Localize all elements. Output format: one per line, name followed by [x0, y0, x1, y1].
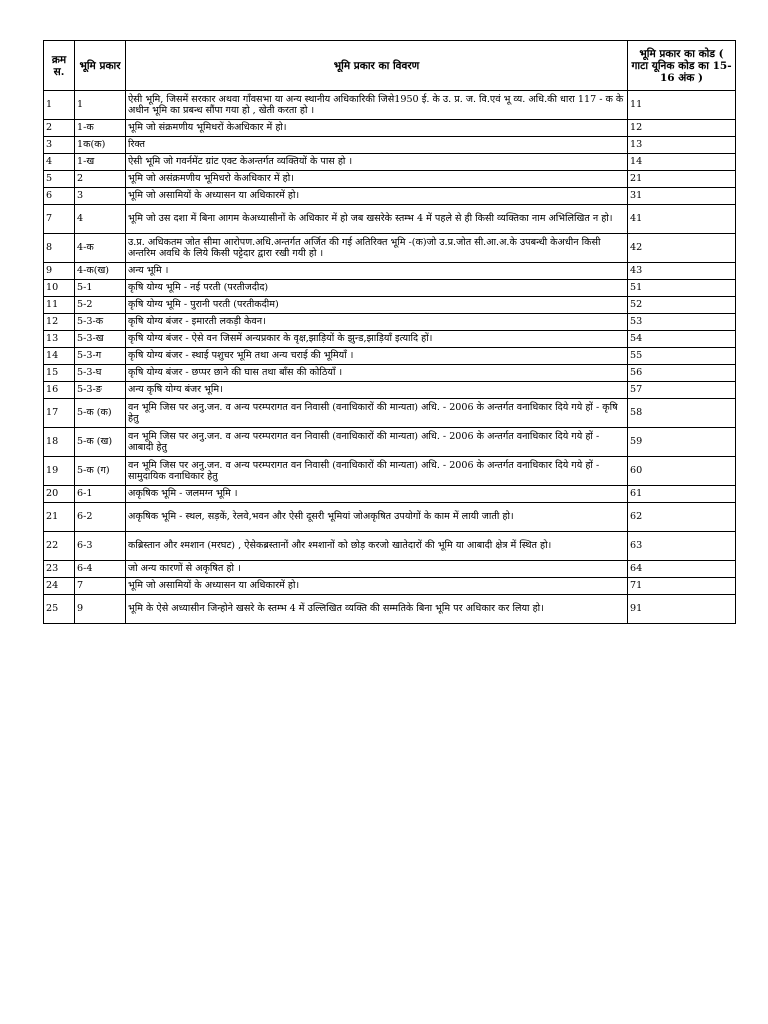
description-cell: कृषि योग्य भूमि - नई परती (परतीजदीद) — [126, 280, 628, 297]
table-row — [44, 382, 736, 399]
table-row — [44, 137, 736, 154]
code-cell: 71 — [628, 578, 736, 595]
description-cell: अन्य कृषि योग्य बंजर भूमि। — [126, 382, 628, 399]
description-cell: भूमि जो उस दशा में बिना आगम केअध्यासीनों के अधिकार में हो जब खसरेके स्तम्भ 4 में पहले से ही किसी व्यक्तिका नाम अभिलिखित न हो। — [126, 205, 628, 234]
serial-cell: 11 — [44, 297, 75, 314]
table-row — [44, 280, 736, 297]
land-type-cell: 4-क — [75, 234, 126, 263]
table-row — [44, 486, 736, 503]
code-cell: 56 — [628, 365, 736, 382]
table-row — [44, 331, 736, 348]
code-cell: 62 — [628, 503, 736, 532]
serial-cell: 20 — [44, 486, 75, 503]
table-row — [44, 205, 736, 234]
land-type-cell: 1-ख — [75, 154, 126, 171]
table-row — [44, 234, 736, 263]
land-type-cell: 5-क (क) — [75, 399, 126, 428]
serial-cell: 12 — [44, 314, 75, 331]
code-cell: 12 — [628, 120, 736, 137]
serial-cell: 23 — [44, 561, 75, 578]
code-cell: 21 — [628, 171, 736, 188]
table-header-row — [44, 41, 736, 91]
serial-cell: 21 — [44, 503, 75, 532]
description-cell: भूमि जो संक्रमणीय भूमिधरों केअधिकार में हो। — [126, 120, 628, 137]
serial-cell: 3 — [44, 137, 75, 154]
code-cell: 64 — [628, 561, 736, 578]
table-row — [44, 457, 736, 486]
code-cell: 54 — [628, 331, 736, 348]
serial-cell: 2 — [44, 120, 75, 137]
land-type-cell: 2 — [75, 171, 126, 188]
serial-cell: 16 — [44, 382, 75, 399]
code-cell: 60 — [628, 457, 736, 486]
land-type-cell: 5-3-क — [75, 314, 126, 331]
description-cell: ऐसी भूमि, जिसमें सरकार अथवा गाँवसभा या अन्य स्थानीय अधिकारिकी जिसे1950 ई. के उ. प्र. ज. वि.एवं भू व्य. अधि.की धारा 117 - क के अधीन भूमि का प्रबन्ध सौंपा गया हो , खेती करता हो । — [126, 91, 628, 120]
table-row — [44, 561, 736, 578]
description-cell: रिक्त — [126, 137, 628, 154]
code-cell: 13 — [628, 137, 736, 154]
description-cell: भूमि जो असंक्रमणीय भूमिधरो केअधिकार में हो। — [126, 171, 628, 188]
description-cell: अकृषिक भूमि - जलमग्न भूमि । — [126, 486, 628, 503]
header-serial: क्रम स. — [44, 41, 75, 91]
serial-cell: 24 — [44, 578, 75, 595]
header-code: भूमि प्रकार का कोड ( गाटा यूनिक कोड का 15-16 अंक ) — [628, 41, 736, 91]
code-cell: 43 — [628, 263, 736, 280]
code-cell: 55 — [628, 348, 736, 365]
code-cell: 63 — [628, 532, 736, 561]
serial-cell: 1 — [44, 91, 75, 120]
serial-cell: 13 — [44, 331, 75, 348]
code-cell: 14 — [628, 154, 736, 171]
land-type-cell: 1 — [75, 91, 126, 120]
table-row — [44, 595, 736, 624]
description-cell: भूमि जो असामियों के अध्यासन या अधिकारमें हो। — [126, 188, 628, 205]
table-row — [44, 171, 736, 188]
land-type-cell: 5-क (ग) — [75, 457, 126, 486]
description-cell: अन्य भूमि । — [126, 263, 628, 280]
description-cell: वन भूमि जिस पर अनु.जन. व अन्य परम्परागत वन निवासी (वनाधिकारों की मान्यता) अधि. - 2006 के अन्तर्गत वनाधिकार दिये गये हों - सामुदायिक वनाधिकार हेतु — [126, 457, 628, 486]
code-cell: 57 — [628, 382, 736, 399]
table-row — [44, 91, 736, 120]
land-type-cell: 5-1 — [75, 280, 126, 297]
serial-cell: 9 — [44, 263, 75, 280]
serial-cell: 7 — [44, 205, 75, 234]
serial-cell: 19 — [44, 457, 75, 486]
code-cell: 61 — [628, 486, 736, 503]
land-type-table — [43, 40, 736, 624]
land-type-cell: 6-1 — [75, 486, 126, 503]
serial-cell: 5 — [44, 171, 75, 188]
header-land-type: भूमि प्रकार — [75, 41, 126, 91]
land-type-cell: 1-क — [75, 120, 126, 137]
land-type-cell: 5-3-ङ — [75, 382, 126, 399]
description-cell: जो अन्य कारणों से अकृषित हो । — [126, 561, 628, 578]
land-type-cell: 5-2 — [75, 297, 126, 314]
land-type-cell: 4 — [75, 205, 126, 234]
serial-cell: 10 — [44, 280, 75, 297]
table-row — [44, 532, 736, 561]
land-type-sheet — [43, 40, 732, 624]
table-row — [44, 365, 736, 382]
header-description: भूमि प्रकार का विवरण — [126, 41, 628, 91]
land-type-cell: 7 — [75, 578, 126, 595]
description-cell: कृषि योग्य बंजर - ऐसे वन जिसमें अन्यप्रकार के वृक्ष,झाड़ियों के झुन्ड,झाड़ियाँ इत्यादि हों। — [126, 331, 628, 348]
table-row — [44, 297, 736, 314]
description-cell: कब्रिस्तान और श्मशान (मरघट) , ऐसेकब्रस्तानों और श्मशानों को छोड़ करजो खातेदारों की भूमि या आबादी क्षेत्र में स्थित हो। — [126, 532, 628, 561]
land-type-cell: 9 — [75, 595, 126, 624]
table-body — [44, 91, 736, 624]
land-type-cell: 4-क(ख) — [75, 263, 126, 280]
description-cell: उ.प्र. अधिकतम जोत सीमा आरोपण.अधि.अन्तर्गत अर्जित की गई अतिरिक्त भूमि -(क)जो उ.प्र.जोत सी.आ.अ.के उपबन्धी केअधीन किसी अन्तरिम अवधि के लिये किसी पट्टेदार द्वारा रखी गयी हो । — [126, 234, 628, 263]
land-type-cell: 1क(क) — [75, 137, 126, 154]
serial-cell: 17 — [44, 399, 75, 428]
serial-cell: 14 — [44, 348, 75, 365]
code-cell: 91 — [628, 595, 736, 624]
land-type-cell: 6-2 — [75, 503, 126, 532]
serial-cell: 18 — [44, 428, 75, 457]
serial-cell: 8 — [44, 234, 75, 263]
code-cell: 42 — [628, 234, 736, 263]
serial-cell: 15 — [44, 365, 75, 382]
land-type-cell: 3 — [75, 188, 126, 205]
table-row — [44, 314, 736, 331]
land-type-cell: 5-3-ख — [75, 331, 126, 348]
table-row — [44, 578, 736, 595]
description-cell: भूमि के ऐसे अध्यासीन जिन्होने खसरे के स्तम्भ 4 में उल्लिखित व्यक्ति की सम्मतिके बिना भूमि पर अधिकार कर लिया हो। — [126, 595, 628, 624]
code-cell: 59 — [628, 428, 736, 457]
description-cell: वन भूमि जिस पर अनु.जन. व अन्य परम्परागत वन निवासी (वनाधिकारों की मान्यता) अधि. - 2006 के अन्तर्गत वनाधिकार दिये गये हों - आबादी हेतु — [126, 428, 628, 457]
code-cell: 41 — [628, 205, 736, 234]
description-cell: कृषि योग्य बंजर - छप्पर छाने की घास तथा बाँस की कोठियाँ । — [126, 365, 628, 382]
code-cell: 31 — [628, 188, 736, 205]
land-type-cell: 5-3-ग — [75, 348, 126, 365]
description-cell: कृषि योग्य भूमि - पुरानी परती (परतीकदीम) — [126, 297, 628, 314]
serial-cell: 22 — [44, 532, 75, 561]
land-type-cell: 5-क (ख) — [75, 428, 126, 457]
code-cell: 51 — [628, 280, 736, 297]
table-row — [44, 503, 736, 532]
table-row — [44, 154, 736, 171]
description-cell: अकृषिक भूमि - स्थल, सड़कें, रेलवे,भवन और ऐसी दूसरी भूमियां जोअकृषित उपयोगों के काम में लायी जाती हो। — [126, 503, 628, 532]
table-row — [44, 120, 736, 137]
serial-cell: 6 — [44, 188, 75, 205]
description-cell: भूमि जो असामियों के अध्यासन या अधिकारमें हो। — [126, 578, 628, 595]
serial-cell: 4 — [44, 154, 75, 171]
code-cell: 58 — [628, 399, 736, 428]
table-row — [44, 428, 736, 457]
serial-cell: 25 — [44, 595, 75, 624]
table-row — [44, 348, 736, 365]
table-row — [44, 188, 736, 205]
code-cell: 53 — [628, 314, 736, 331]
table-row — [44, 399, 736, 428]
land-type-cell: 6-4 — [75, 561, 126, 578]
land-type-cell: 5-3-घ — [75, 365, 126, 382]
description-cell: ऐसी भूमि जो गवर्नमेंट ग्रांट एक्ट केअन्तर्गत व्यक्तियों के पास हो । — [126, 154, 628, 171]
description-cell: वन भूमि जिस पर अनु.जन. व अन्य परम्परागत वन निवासी (वनाधिकारों की मान्यता) अधि. - 2006 के अन्तर्गत वनाधिकार दिये गये हों - कृषि हेतु — [126, 399, 628, 428]
description-cell: कृषि योग्य बंजर - इमारती लकड़ी केवन। — [126, 314, 628, 331]
description-cell: कृषि योग्य बंजर - स्थाई पशुचर भूमि तथा अन्य चराई की भूमियाँ । — [126, 348, 628, 365]
table-row — [44, 263, 736, 280]
code-cell: 11 — [628, 91, 736, 120]
code-cell: 52 — [628, 297, 736, 314]
land-type-cell: 6-3 — [75, 532, 126, 561]
